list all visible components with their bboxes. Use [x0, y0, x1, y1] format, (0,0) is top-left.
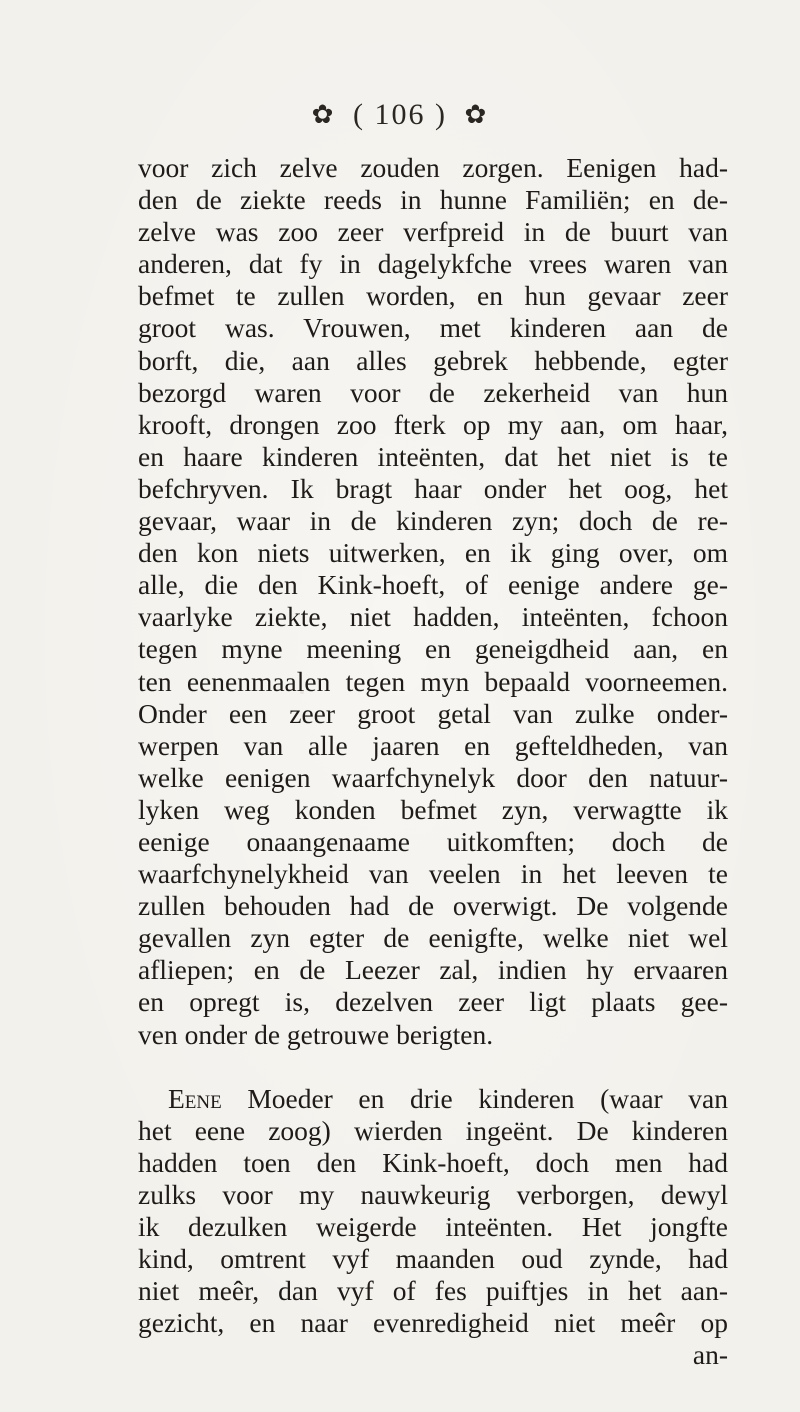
text-line: [138, 1083, 728, 1115]
paper-spot: [300, 690, 304, 694]
paragraph-2: [138, 1083, 728, 1372]
text-line: en haare kinderen inteënten, dat het niet is te: [138, 440, 728, 472]
paper-spot: [540, 1200, 546, 1206]
text-line: welke eenigen waarfchynelyk door den natuur-: [138, 761, 728, 793]
text-line: tegen myne meening en geneigdheid aan, en: [138, 633, 728, 665]
text-line: anderen, dat fy in dagelykfche vrees waren van: [138, 248, 728, 280]
text-line: zullen behouden had de overwigt. De volgende: [138, 890, 728, 922]
text-line: lyken weg konden befmet zyn, verwagtte ik: [138, 793, 728, 825]
text-line: ven onder de getrouwe berigten.: [138, 1018, 494, 1050]
small-caps-word: Eene: [168, 1082, 222, 1114]
text-line: gezicht, en naar evenredigheid niet meêr op: [138, 1307, 728, 1339]
text-line: befchryven. Ik bragt haar onder het oog, het: [138, 472, 728, 504]
page-header: [0, 96, 800, 132]
text-line: Onder een zeer groot getal van zulke onder-: [138, 697, 728, 729]
text-line: werpen van alle jaaren en gefteldheden, van: [138, 729, 728, 761]
text-line: afliepen; en de Leezer zal, indien hy ervaaren: [138, 954, 728, 986]
text-line: vaarlyke ziekte, niet hadden, inteënten, fchoon: [138, 601, 728, 633]
text-line: gevallen zyn egter de eenigfte, welke niet wel: [138, 922, 728, 954]
text-line: krooft, drongen zoo fterk op my aan, om haar,: [138, 408, 728, 440]
text-line: den kon niets uitwerken, en ik ging over, om: [138, 537, 728, 569]
text-line: eenige onaangenaame uitkomften; doch de: [138, 825, 728, 857]
text-line: het eene zoog) wierden ingeënt. De kinderen: [138, 1114, 728, 1146]
text-line: ik dezulken weigerde inteënten. Het jongfte: [138, 1211, 728, 1242]
text-line: bezorgd waren voor de zekerheid van hun: [138, 376, 728, 408]
paragraph-1: [138, 152, 728, 1051]
text-line: borft, die, aan alles gebrek hebbende, egter: [138, 344, 728, 376]
text-line: voor zich zelve zouden zorgen. Eenigen had-: [138, 152, 728, 183]
catchword: an-: [692, 1339, 728, 1371]
text-line: zelve was zoo zeer verfpreid in de buurt van: [138, 216, 728, 248]
text-line: waarfchynelykheid van veelen in het leeven te: [138, 858, 728, 890]
page-number: ( 106 ): [353, 98, 447, 131]
text-line: befmet te zullen worden, en hun gevaar zeer: [138, 280, 728, 312]
text-line: hadden toen den Kink-hoeft, doch men had: [138, 1146, 728, 1178]
text-line: ten eenenmaalen tegen myn bepaald voorneemen.: [138, 665, 728, 697]
text-line: kind, omtrent vyf maanden oud zynde, had: [138, 1243, 728, 1275]
text-line: en opregt is, dezelven zeer ligt plaats gee-: [138, 986, 728, 1018]
text-line-rest: Moeder en drie kinderen (waar van: [221, 1082, 728, 1114]
text-line: den de ziekte reeds in hunne Familiën; en de-: [138, 184, 728, 216]
left-ornament-icon: ✿: [311, 100, 336, 130]
body-text: [138, 152, 728, 1371]
text-line: groot was. Vrouwen, met kinderen aan de: [138, 312, 728, 344]
paragraph-gap: [138, 1051, 728, 1083]
text-line: gevaar, waar in de kinderen zyn; doch de re-: [138, 505, 728, 537]
text-line: niet meêr, dan vyf of fes puiftjes in het aan-: [138, 1275, 728, 1307]
text-line: alle, die den Kink-hoeft, of eenige andere ge-: [138, 569, 728, 601]
text-line: zulks voor my nauwkeurig verborgen, dewyl: [138, 1178, 728, 1210]
right-ornament-icon: ✿: [464, 100, 489, 130]
